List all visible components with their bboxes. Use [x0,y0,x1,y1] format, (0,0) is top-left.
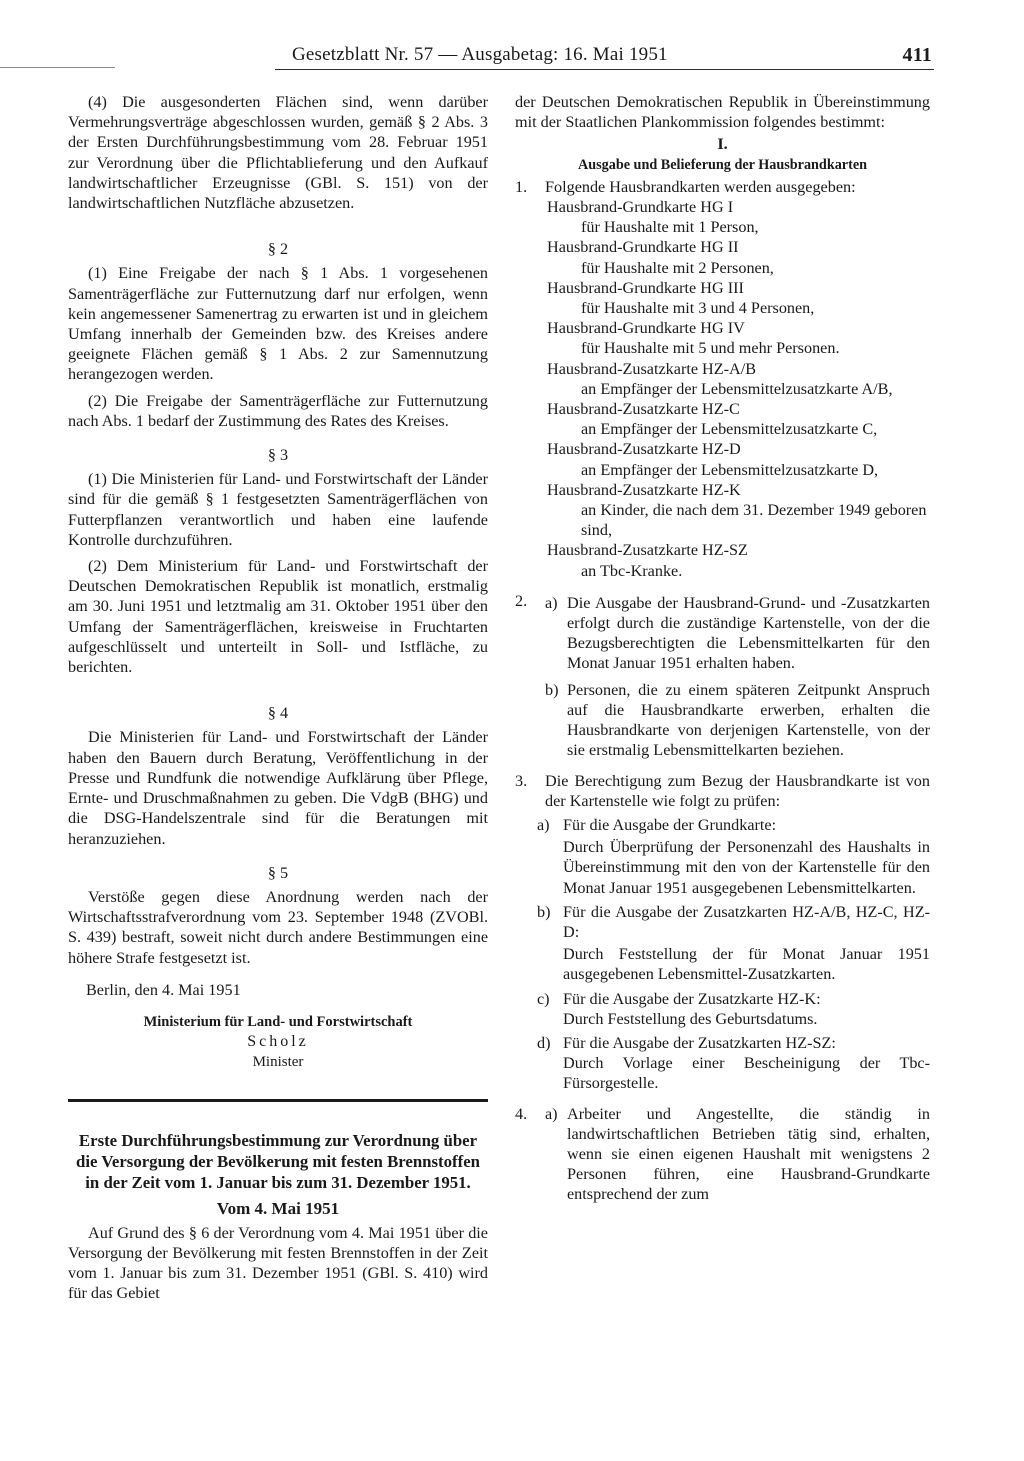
paragraph-4-1: Die Ministerien für Land- und Forstwirtschaft der Länder haben den Bauern durch Beratung, Veröffentlichung in der Presse und Rundfunk die notwendige Aufklärung über Pflege, Ernte- und Druschmaßnahmen zu geben. Die VdgB (BHG) und die DSG-Handelszentrale sind für die Beratungen mit heranzuziehen. [68,728,488,848]
item-3-c-heading: Für die Ausgabe der Zusatzkarte HZ-K: [563,989,821,1008]
page-number: 411 [902,44,932,66]
item-3-a-text: Durch Überprüfung der Personenzahl des Haushalts in Übereinstimmung mit den von der Kartenstelle für den Monat Januar 1951 ausgegebenen Lebensmittelkarten. [563,838,930,897]
card-name: Hausbrand-Zusatzkarte HZ-K [547,480,741,499]
item-letter: b) [545,680,559,699]
card-description: für Haushalte mit 5 und mehr Personen. [581,339,840,358]
card-name: Hausbrand-Grundkarte HG II [547,238,739,257]
chapter-heading: Ausgabe und Belieferung der Hausbrandkarten [577,156,868,173]
card-name: Hausbrand-Zusatzkarte HZ-A/B [547,359,757,378]
card-entry [515,197,930,237]
document-date: Vom 4. Mai 1951 [216,1198,340,1218]
paragraph-3-1: (1) Die Ministerien für Land- und Forstwirtschaft der Länder sind für die gemäß § 1 festgesetzten Samenträgerflächen von Futterpflanzen verantwortlich und haben eine laufende Kontrolle durchzuführen. [68,470,488,549]
document-title: Erste Durchführungsbestimmung zur Verordnung über die Versorgung der Bevölkerung mit festen Brennstoffen in der Zeit vom 1. Januar bis zum 31. Dezember 1951. [76,1130,480,1192]
item-3-c-text: Durch Feststellung des Geburtsdatums. [563,1009,818,1028]
item-3-b [515,902,930,985]
section-heading-4: § 4 [267,704,289,723]
card-description: an Kinder, die nach dem 31. Dezember 1949 geboren sind, [581,501,927,540]
card-name: Hausbrand-Grundkarte HG I [547,198,734,217]
item-3-d-text: Durch Vorlage einer Bescheinigung der Tbc-Fürsorgestelle. [563,1054,930,1093]
item-4-a [545,1104,930,1205]
card-description: für Haushalte mit 3 und 4 Personen, [581,299,815,318]
card-description: an Tbc-Kranke. [581,561,683,580]
signer-name: Scholz [247,1033,309,1051]
card-description: an Empfänger der Lebensmittelzusatzkarte A/B, [581,379,893,398]
card-entry [515,439,930,479]
item-number: 3. [515,771,528,790]
card-entry [515,318,930,358]
right-column [515,92,930,1205]
item-letter: c) [537,989,550,1008]
place-date: Berlin, den 4. Mai 1951 [86,980,241,999]
card-name: Hausbrand-Zusatzkarte HZ-C [547,400,740,419]
card-description: für Haushalte mit 1 Person, [581,218,759,237]
preamble-continued: der Deutschen Demokratischen Republik in Übereinstimmung mit der Staatlichen Plankommission folgendes bestimmt: [515,93,930,132]
item-4-a-text: Arbeiter und Angestellte, die ständig in landwirtschaftlichen Betrieben tätig sind, erhalten, wenn sie einen eigenen Haushalt mit wenigstens 2 Personen führen, eine Hausbrand-Grundkarte entsprechend der zum [567,1104,930,1204]
item-3-intro: Die Berechtigung zum Bezug der Hausbrandkarte ist von der Kartenstelle wie folgt zu prüfen: [545,771,930,810]
card-entry [515,399,930,439]
item-4 [515,1104,930,1205]
item-3-a [515,815,930,898]
item-2 [515,591,930,761]
item-3-d [515,1033,930,1094]
card-name: Hausbrand-Grundkarte HG IV [547,319,745,338]
item-3-b-text: Durch Feststellung der für Monat Januar 1951 ausgegebenen Lebensmittel-Zusatzkarten. [563,945,930,984]
section-heading-5: § 5 [267,863,289,882]
card-entry [515,480,930,541]
card-name: Hausbrand-Zusatzkarte HZ-SZ [547,541,748,560]
item-letter: a) [545,593,558,612]
item-3 [515,771,930,811]
section-divider [68,1099,488,1102]
item-3-a-heading: Für die Ausgabe der Grundkarte: [563,815,777,834]
ministry-name: Ministerium für Land- und Forstwirtschaft [143,1013,413,1030]
card-name: Hausbrand-Grundkarte HG III [547,278,744,297]
item-2-a-text: Die Ausgabe der Hausbrand-Grund- und -Zusatzkarten erfolgt durch die zuständige Kartenstelle, von der die Bezugsberechtigten die Lebensmittelkarten für den Monat Januar 1951 erhalten haben. [567,593,930,673]
item-number: 1. [515,177,528,196]
card-entry [515,359,930,399]
left-column [68,92,488,1304]
item-3-b-heading: Für die Ausgabe der Zusatzkarten HZ-A/B, HZ-C, HZ-D: [563,902,930,941]
item-letter: a) [537,815,550,834]
section-heading-3: § 3 [267,446,289,465]
item-letter: d) [537,1033,551,1052]
item-3-d-heading: Für die Ausgabe der Zusatzkarten HZ-SZ: [563,1033,836,1052]
item-1 [515,177,930,197]
item-2-b [545,680,930,761]
header-title: Gesetzblatt Nr. 57 — Ausgabetag: 16. Mai 1951 [292,44,668,65]
card-name: Hausbrand-Zusatzkarte HZ-D [547,440,741,459]
preamble: Auf Grund des § 6 der Verordnung vom 4. Mai 1951 über die Versorgung der Bevölkerung mit festen Brennstoffen in der Zeit vom 1. Januar bis zum 31. Dezember 1951 (GBl. S. 410) wird für das Gebiet [68,1223,488,1303]
paragraph-3-2: (2) Dem Ministerium für Land- und Forstwirtschaft der Deutschen Demokratischen Republik ist monatlich, erstmalig am 30. Juni 1951 und letztmalig am 31. Oktober 1951 über den Umfang der Samenträgerflächen, kreisweise in Fruchtarten aufgeschlüsselt und unterteilt in Soll- und Istfläche, zu berichten. [68,557,488,677]
card-entry [515,540,930,580]
signer-title: Minister [252,1054,304,1071]
item-letter: b) [537,902,551,921]
paragraph-1-4: (4) Die ausgesonderten Flächen sind, wenn darüber Vermehrungsverträge abgeschlossen wurden, gemäß § 2 Abs. 3 der Ersten Durchführungsbestimmung vom 28. Februar 1951 zur Verordnung über die Pflichtablieferung und den Aufkauf landwirtschaftlicher Erzeugnisse (GBl. S. 151) von der landwirtschaftlichen Nutzfläche abzusetzen. [68,93,488,213]
item-2-a [545,593,930,674]
item-letter: a) [545,1104,558,1123]
item-2-b-text: Personen, die zu einem späteren Zeitpunkt Anspruch auf die Hausbrandkarte erwerben, erhalten die Hausbrandkarte von derjenigen Kartenstelle, von der sie erstmalig Lebensmittelkarten beziehen. [567,680,930,760]
item-3-c [515,989,930,1029]
card-description: an Empfänger der Lebensmittelzusatzkarte D, [581,460,879,479]
card-description: an Empfänger der Lebensmittelzusatzkarte C, [581,420,878,439]
paragraph-2-1: (1) Eine Freigabe der nach § 1 Abs. 1 vorgesehenen Samenträgerfläche zur Futternutzung darf nur erfolgen, wenn kein angemessener Samenertrag zu erwarten ist und in gleichem Umfang innerhalb der Gemeinden bzw. des Kreises andere geeignete Flächen gemäß § 1 Abs. 2 zur Samennutzung herangezogen werden. [68,264,488,384]
item-number: 2. [515,591,528,610]
paragraph-2-2: (2) Die Freigabe der Samenträgerfläche zur Futternutzung nach Abs. 1 bedarf der Zustimmung des Rates des Kreises. [68,391,488,430]
card-list [515,197,930,581]
paragraph-5-1: Verstöße gegen diese Anordnung werden nach der Wirtschaftsstrafverordnung vom 23. September 1948 (ZVOBl. S. 439) bestraft, soweit nicht durch andere Bestimmungen eine höhere Strafe festgesetzt ist. [68,887,488,967]
card-entry [515,237,930,277]
chapter-number: I. [717,135,728,154]
page-header [70,44,932,72]
item-1-intro: Folgende Hausbrandkarten werden ausgegeben: [545,177,856,196]
section-heading-2: § 2 [267,240,289,259]
card-description: für Haushalte mit 2 Personen, [581,258,774,277]
item-number: 4. [515,1104,528,1123]
card-entry [515,278,930,318]
